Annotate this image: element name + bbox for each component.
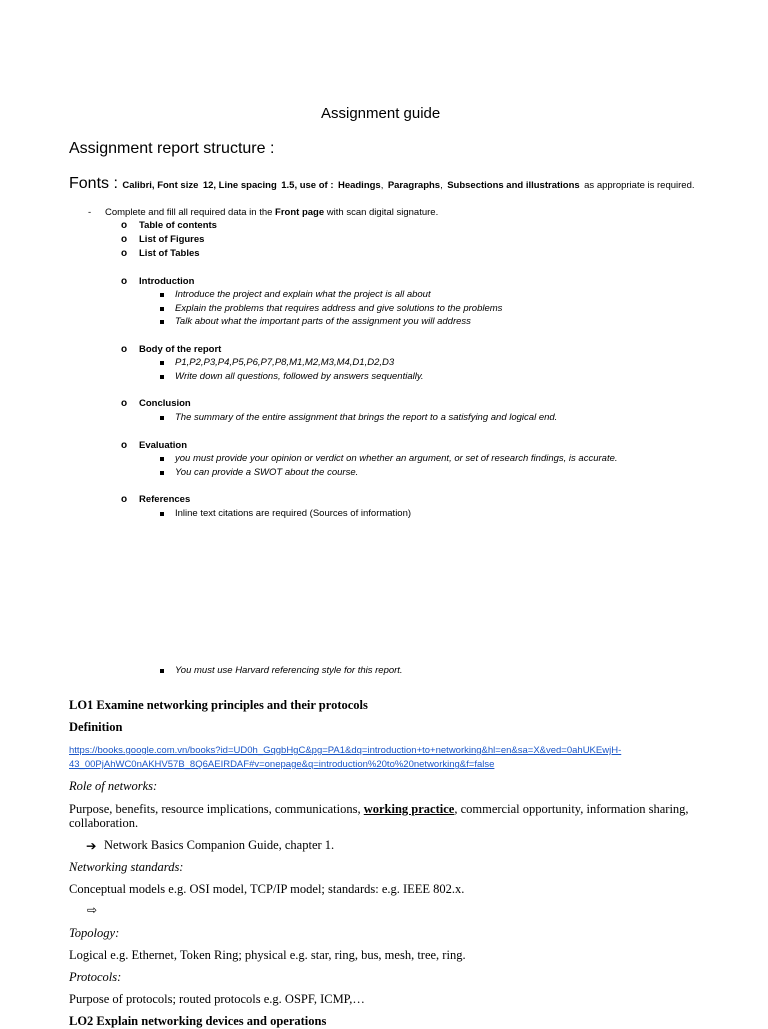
- lo2-heading: LO2 Explain networking devices and operations: [69, 1014, 327, 1028]
- square-bullet-icon: [160, 375, 164, 379]
- role-text-part: , commercial opportunity, information sharing,: [454, 802, 689, 816]
- protocols-text: Purpose of protocols; routed protocols e.g. OSPF, ICMP,…: [69, 992, 365, 1006]
- working-practice-text: working practice: [363, 802, 455, 816]
- outline-bullet: o: [121, 234, 128, 245]
- square-bullet-icon: [160, 512, 164, 516]
- outline-bullet: o: [121, 276, 128, 287]
- page-title: Assignment guide: [321, 105, 441, 122]
- fonts-text: Subsections and illustrations: [447, 180, 580, 191]
- role-text-line2: collaboration.: [69, 816, 139, 830]
- role-label: Role of networks:: [69, 779, 158, 793]
- front-page-bold: Front page: [275, 207, 325, 218]
- square-bullet-icon: [160, 416, 164, 420]
- fonts-text: ,: [380, 180, 384, 191]
- front-page-line: [105, 207, 438, 218]
- toc-item: Table of contents: [139, 220, 217, 231]
- protocols-label: Protocols:: [69, 970, 122, 984]
- fonts-line: [69, 175, 695, 193]
- conclusion-item: The summary of the entire assignment that brings the report to a satisfying and logical end.: [175, 412, 558, 423]
- fonts-text: as appropriate is required.: [584, 180, 695, 191]
- standards-text: Conceptual models e.g. OSI model, TCP/IP model; standards: e.g. IEEE 802.x.: [69, 882, 465, 896]
- front-page-text: Complete and fill all required data in the: [105, 207, 273, 218]
- outline-bullet: o: [121, 398, 128, 409]
- figures-item: List of Figures: [139, 234, 205, 245]
- arrow-icon: ➔: [86, 839, 97, 853]
- outline-bullet: o: [121, 494, 128, 505]
- fonts-text: Headings: [337, 180, 381, 191]
- conclusion-label: Conclusion: [139, 398, 191, 409]
- square-bullet-icon: [160, 307, 164, 311]
- role-text: [69, 802, 689, 817]
- fonts-label: Fonts :: [69, 175, 118, 192]
- definition-heading: Definition: [69, 720, 123, 734]
- front-page-text: with scan digital signature.: [326, 207, 439, 218]
- intro-item: Explain the problems that requires address and give solutions to the problems: [175, 303, 503, 314]
- body-label: Body of the report: [139, 344, 222, 355]
- topology-label: Topology:: [69, 926, 120, 940]
- square-bullet-icon: [160, 361, 164, 365]
- role-text-part: Purpose, benefits, resource implications, communications,: [69, 802, 361, 816]
- square-bullet-icon: [160, 471, 164, 475]
- references-item: Inline text citations are required (Sources of information): [175, 508, 412, 519]
- evaluation-label: Evaluation: [139, 440, 188, 451]
- outline-bullet: o: [121, 220, 128, 231]
- outline-bullet: o: [121, 248, 128, 259]
- fonts-text: Calibri, Font size: [122, 180, 199, 191]
- topology-text: Logical e.g. Ethernet, Token Ring; physical e.g. star, ring, bus, mesh, tree, ring.: [69, 948, 466, 962]
- outline-bullet: o: [121, 440, 128, 451]
- standards-label: Networking standards:: [69, 860, 184, 874]
- evaluation-item: you must provide your opinion or verdict on whether an argument, or set of research findings, is accurate.: [175, 453, 618, 464]
- lo1-heading: LO1 Examine networking principles and their protocols: [69, 698, 368, 712]
- companion-guide-text: Network Basics Companion Guide, chapter 1.: [104, 838, 335, 852]
- fonts-text: , use of :: [294, 180, 334, 191]
- square-bullet-icon: [160, 293, 164, 297]
- fonts-text: 12: [202, 180, 214, 191]
- evaluation-item: You can provide a SWOT about the course.: [175, 467, 359, 478]
- body-item: Write down all questions, followed by answers sequentially.: [175, 371, 424, 382]
- tables-item: List of Tables: [139, 248, 200, 259]
- fonts-text: , Line spacing: [213, 180, 277, 191]
- square-bullet-icon: [160, 320, 164, 324]
- google-books-link[interactable]: https://books.google.com.vn/books?id=UD0h_GqgbHgC&pg=PA1&dq=introduction+to+networking&hl=en&sa=X&ved=0ahUKEwjH-: [69, 745, 622, 756]
- front-page-dash: -: [88, 207, 92, 218]
- harvard-note: You must use Harvard referencing style for this report.: [175, 665, 403, 676]
- intro-item: Introduce the project and explain what the project is all about: [175, 289, 431, 300]
- body-item: P1,P2,P3,P4,P5,P6,P7,P8,M1,M2,M3,M4,D1,D2,D3: [175, 357, 395, 368]
- fonts-text: 1.5: [281, 180, 295, 191]
- hollow-arrow-icon: ⇨: [87, 903, 98, 917]
- intro-label: Introduction: [139, 276, 195, 287]
- fonts-text: ,: [440, 180, 443, 191]
- fonts-text: Paragraphs: [387, 180, 441, 191]
- references-label: References: [139, 494, 191, 505]
- intro-item: Talk about what the important parts of the assignment you will address: [175, 316, 471, 327]
- google-books-link[interactable]: 43_00PjAhWC0nAKHV57B_8Q6AEIRDAF#v=onepage&q=introduction%20to%20networking&f=false: [69, 759, 495, 770]
- report-structure-heading: Assignment report structure :: [69, 140, 275, 157]
- square-bullet-icon: [160, 669, 164, 673]
- outline-bullet: o: [121, 344, 128, 355]
- square-bullet-icon: [160, 457, 164, 461]
